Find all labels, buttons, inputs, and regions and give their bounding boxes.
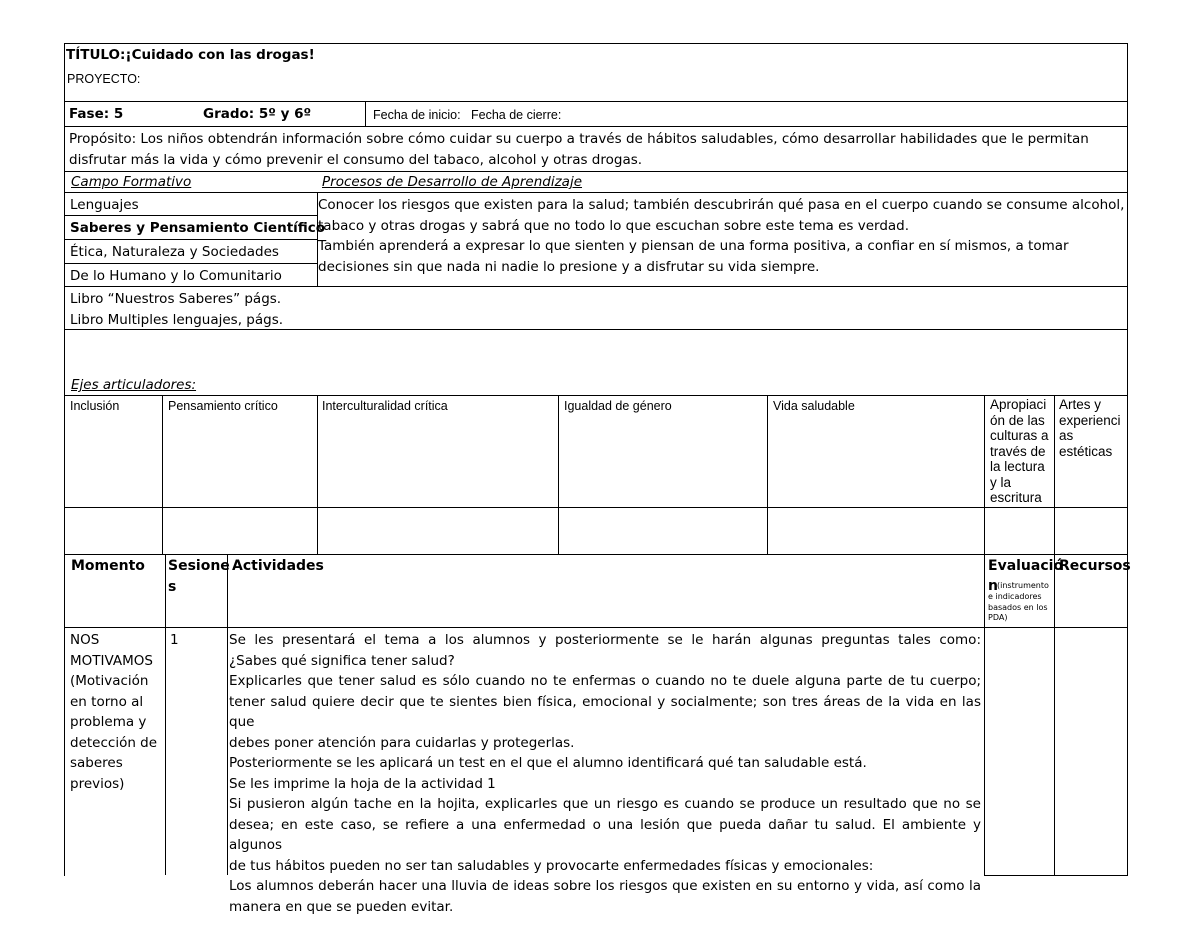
apropiacion-line: y la xyxy=(990,474,1012,490)
activity-line: Posteriormente se les aplicará un test en el que el alumno identificará qué tan saludable está. xyxy=(229,755,867,771)
campo-saberes: Saberes y Pensamiento Científico xyxy=(70,220,326,236)
rule-left xyxy=(64,43,65,876)
momento-line: problema y xyxy=(70,714,147,730)
activity-line: ¿Sabes qué significa tener salud? xyxy=(229,652,455,669)
rule-ejes-3 xyxy=(558,395,559,554)
rule-right xyxy=(1127,43,1128,876)
grado-label: Grado: xyxy=(203,106,255,122)
momento-line: NOS xyxy=(70,632,100,648)
sesiones-line: Sesione xyxy=(168,558,230,574)
artes-line: as xyxy=(1059,428,1074,443)
fase-label: Fase: xyxy=(69,106,110,122)
momento-cell xyxy=(70,630,157,794)
sesiones-line: s xyxy=(168,578,177,595)
procesos-header: Procesos de Desarrollo de Aprendizaje xyxy=(322,174,583,190)
rule-ejes-2 xyxy=(317,395,318,554)
rule-after-ejes-blank xyxy=(64,554,1128,555)
rule-top xyxy=(64,43,1128,44)
procesos-text xyxy=(318,195,1124,277)
eje-apropiacion xyxy=(990,397,1049,506)
procesos-line: decisiones sin que nada ni nadie lo presione y a disfrutar su vida siempre. xyxy=(318,258,820,275)
rule-bottom-right xyxy=(984,875,1128,876)
rule-campo-2 xyxy=(64,239,317,240)
rule-recursos-split xyxy=(1054,395,1055,876)
activity-line: Se les presentará el tema a los alumnos y posteriormente se le harán algunas preguntas tales como: xyxy=(229,632,981,648)
evaluacion-note xyxy=(997,581,1049,592)
activity-line: Explicarles que tener salud es sólo cuando no te enfermas o cuando no te duele alguna parte de tu cuerpo; xyxy=(229,673,981,689)
procesos-line: Conocer los riesgos que existen para la salud; también descubrirán qué pasa en el cuerpo cuando se consume alcohol, xyxy=(318,197,1125,213)
rule-eval-split xyxy=(984,395,985,876)
apropiacion-line: la lectura xyxy=(990,459,1045,474)
campo-lenguajes: Lenguajes xyxy=(70,197,139,213)
procesos-line: tabaco y otras drogas y sabrá que no todo lo que escuchan sobre este tema es verdad. xyxy=(318,217,910,234)
fecha-cierre-label: Fecha de cierre: xyxy=(470,108,562,122)
evaluacion-note-line: basados en los xyxy=(988,602,1048,612)
proposito-line: disfrutar más la vida y cómo prevenir el consumo del tabaco, alcohol y otras drogas. xyxy=(69,151,643,168)
activity-line: Se les imprime la hoja de la actividad 1 xyxy=(229,775,496,792)
momento-header: Momento xyxy=(71,558,145,574)
libro-line: Libro Multiples lenguajes, págs. xyxy=(70,311,284,328)
rule-after-proposito xyxy=(64,171,1128,172)
recursos-header: Recursos xyxy=(1059,558,1131,574)
evaluacion-header: Evaluació xyxy=(988,558,1064,574)
momento-line: en torno al xyxy=(70,693,144,710)
evaluacion-note-line: e indicadores xyxy=(988,592,1042,601)
apropiacion-line: Apropiaci xyxy=(990,397,1047,412)
momento-line: detección de xyxy=(70,734,158,751)
fecha-inicio-label: Fecha de inicio: xyxy=(373,108,461,122)
artes-line: Artes y xyxy=(1059,397,1102,412)
libros xyxy=(70,289,283,330)
activity-line: tener salud quiere decir que te sientes bien física, emocional y socialmente; son tres áreas de la vida en las que xyxy=(229,693,981,730)
rule-actividades-split xyxy=(227,554,228,875)
evaluacion-note-line: (instrumento xyxy=(997,581,1049,590)
apropiacion-line: culturas a xyxy=(990,428,1049,443)
proyecto-label: PROYECTO: xyxy=(67,72,141,86)
rule-after-ejes xyxy=(64,507,1128,508)
proposito-line: Propósito: Los niños obtendrán información sobre cómo cuidar su cuerpo a través de hábitos saludables, cómo desarrollar habilidades que le permitan xyxy=(69,131,1089,147)
eje-vida-saludable: Vida saludable xyxy=(773,399,855,413)
apropiacion-line: escritura xyxy=(990,490,1042,505)
fechas xyxy=(373,105,561,126)
rule-sesiones-split xyxy=(165,554,166,875)
rule-after-campo-header xyxy=(64,192,1128,193)
momento-line: MOTIVAMOS xyxy=(70,652,153,669)
campo-etica: Ética, Naturaleza y Sociedades xyxy=(70,244,279,260)
eje-igualdad-genero: Igualdad de género xyxy=(564,399,672,413)
rule-ejes-4 xyxy=(767,395,768,554)
rule-campo-3 xyxy=(64,263,317,264)
eje-inclusion: Inclusión xyxy=(70,399,120,413)
activity-line: desea; en este caso, se refiere a una enfermedad o una lesión que pueda dañar tu salud. El ambiente y algunos xyxy=(229,816,981,853)
actividades-header: Actividades xyxy=(232,558,324,574)
libro-line: Libro “Nuestros Saberes” págs. xyxy=(70,291,282,307)
momento-line: (Motivación xyxy=(70,673,149,689)
campo-humano: De lo Humano y lo Comunitario xyxy=(70,268,282,284)
rule-ejes-1 xyxy=(162,395,163,554)
activity-line: de tus hábitos pueden no ser tan saludables y provocarte enfermedades físicas y emocionales: xyxy=(229,857,874,874)
fase xyxy=(69,104,123,125)
artes-line: estéticas xyxy=(1059,443,1113,459)
activity-line: manera en que se pueden evitar. xyxy=(229,898,454,915)
activity-line: Si pusieron algún tache en la hojita, explicarles que un riesgo es cuando se produce un resultado que no se xyxy=(229,796,981,812)
campo-formativo-header: Campo Formativo xyxy=(71,174,192,190)
sesion-number: 1 xyxy=(170,632,179,648)
activity-text xyxy=(229,630,981,917)
titulo-value: ¡Cuidado con las drogas! xyxy=(125,47,315,63)
artes-line: experienci xyxy=(1059,412,1121,428)
title-line xyxy=(66,45,315,66)
proposito-text xyxy=(69,129,1089,170)
evaluacion-header-end: n xyxy=(988,578,998,594)
activity-line: debes poner atención para cuidarlas y protegerlas. xyxy=(229,734,575,751)
fase-value: 5 xyxy=(113,106,124,122)
evaluacion-note-rest xyxy=(988,592,1048,624)
procesos-line: También aprenderá a expresar lo que sienten y piensan de una forma positiva, a confiar en sí mismos, a tomar xyxy=(318,238,1069,254)
eje-pensamiento-critico: Pensamiento crítico xyxy=(168,399,278,413)
rule-after-info xyxy=(64,126,1128,127)
grado xyxy=(203,104,311,125)
rule-after-act-header xyxy=(64,627,1128,628)
momento-line: previos) xyxy=(70,775,125,792)
apropiacion-line: través de xyxy=(990,443,1046,459)
activity-line: Los alumnos deberán hacer una lluvia de ideas sobre los riesgos que existen en su entorno y vida, así como la xyxy=(229,878,981,894)
grado-value: 5º y 6º xyxy=(258,106,312,122)
ejes-label: Ejes articuladores: xyxy=(71,377,197,393)
momento-line: saberes xyxy=(70,755,123,771)
apropiacion-line: ón de las xyxy=(990,412,1045,428)
eje-interculturalidad: Interculturalidad crítica xyxy=(322,399,448,413)
titulo-label: TÍTULO: xyxy=(66,47,126,63)
sesiones-header xyxy=(168,556,230,597)
rule-after-header xyxy=(64,101,1128,102)
evaluacion-note-line: PDA) xyxy=(988,613,1008,622)
rule-info-split xyxy=(365,101,366,126)
eje-artes xyxy=(1059,397,1121,459)
